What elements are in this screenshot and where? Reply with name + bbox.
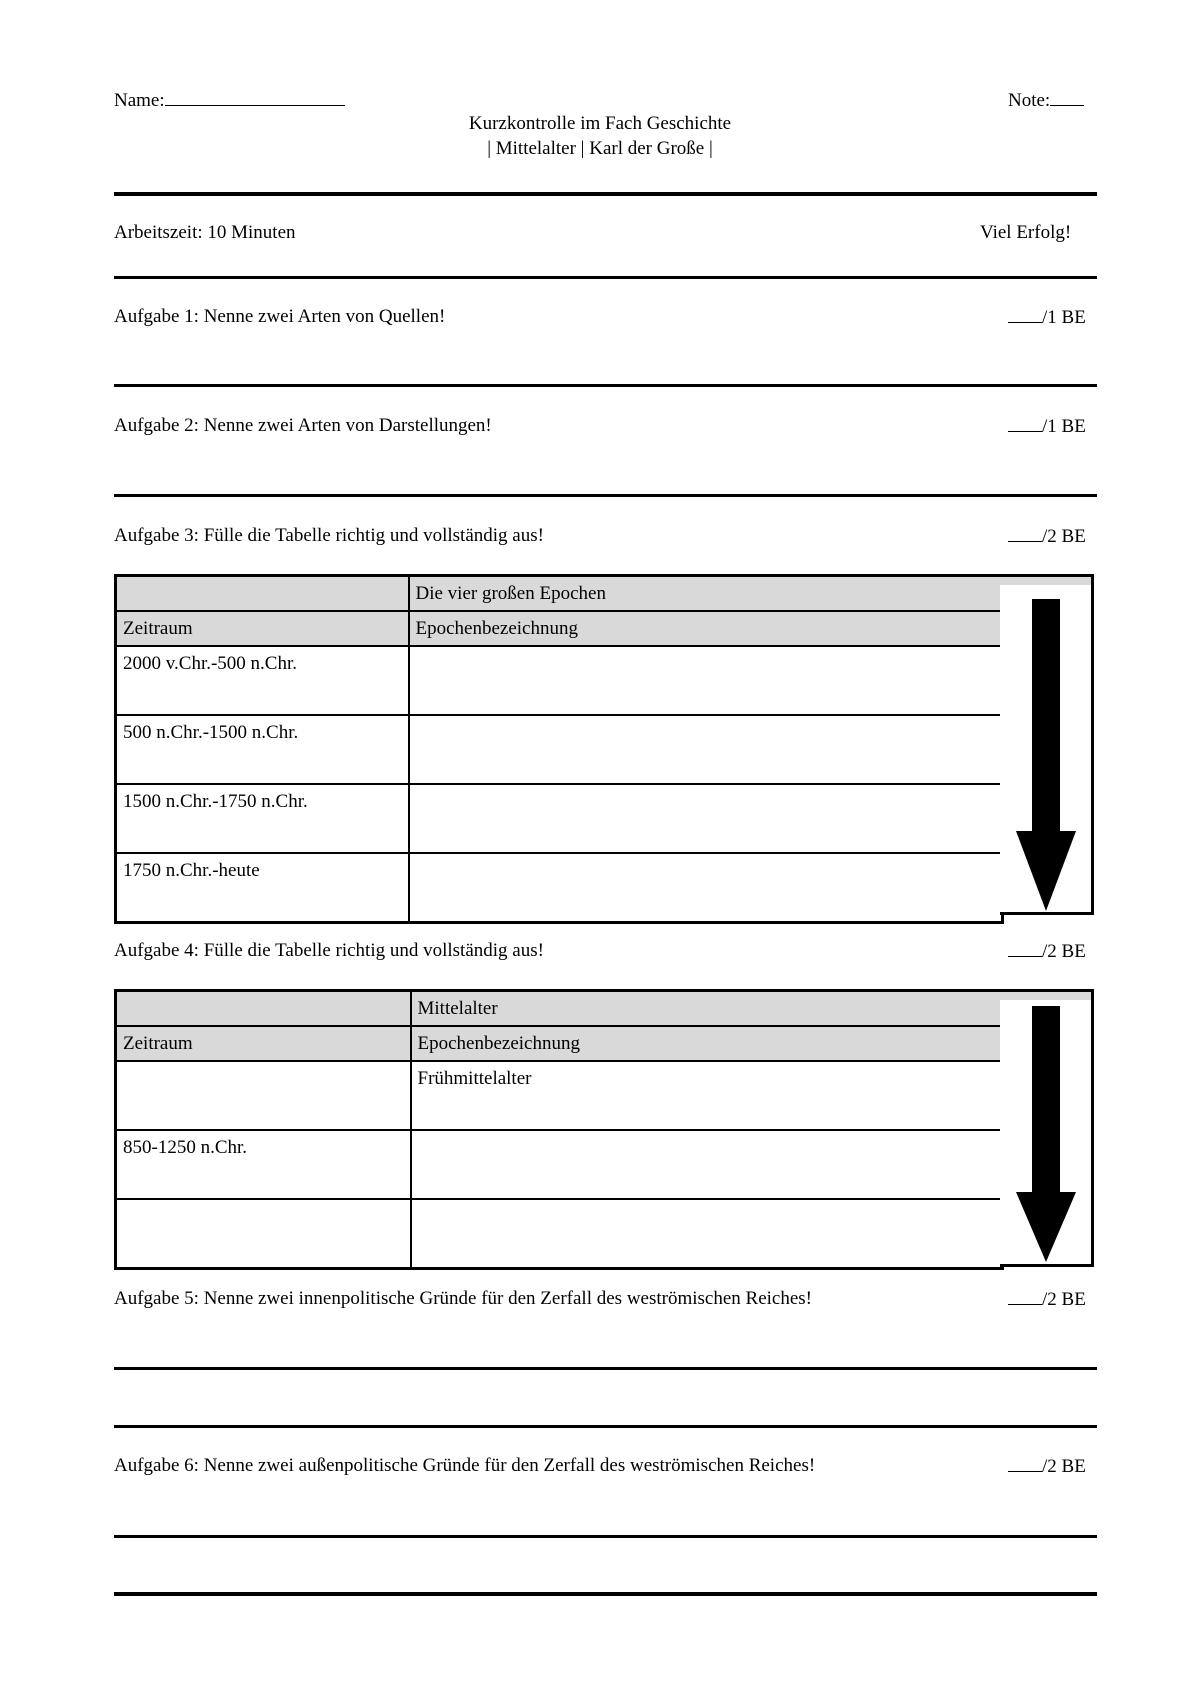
page-subtitle: | Mittelalter | Karl der Große | xyxy=(487,138,713,159)
column-header-period: Zeitraum xyxy=(116,1026,411,1061)
epoch-cell[interactable] xyxy=(409,784,1003,853)
down-arrow-icon xyxy=(1000,992,1091,1264)
table-title-row xyxy=(116,991,1003,1027)
column-header-period: Zeitraum xyxy=(116,611,409,646)
task-1-text: Aufgabe 1: Nenne zwei Arten von Quellen! xyxy=(114,306,446,327)
table-title-row xyxy=(116,576,1003,612)
table-row xyxy=(116,853,1003,923)
table-row xyxy=(116,1130,1003,1199)
table-header-row xyxy=(116,611,1003,646)
task-2-points: /1 BE xyxy=(1008,415,1086,438)
table-row xyxy=(116,715,1003,784)
task-4-points: /2 BE xyxy=(1008,940,1086,963)
epoch-cell[interactable] xyxy=(411,1199,1003,1269)
table-cell xyxy=(116,576,409,612)
epoch-cell: Frühmittelalter xyxy=(411,1061,1003,1130)
column-header-epoch: Epochenbezeichnung xyxy=(409,611,1003,646)
task-6-points: /2 BE xyxy=(1008,1455,1086,1478)
name-label: Name: xyxy=(114,87,345,112)
period-cell: 1500 n.Chr.-1750 n.Chr. xyxy=(116,784,409,853)
task-3-points: /2 BE xyxy=(1008,525,1086,548)
period-cell: 2000 v.Chr.-500 n.Chr. xyxy=(116,646,409,715)
period-cell: 1750 n.Chr.-heute xyxy=(116,853,409,923)
divider xyxy=(114,192,1097,196)
working-time: Arbeitszeit: 10 Minuten xyxy=(114,222,296,243)
task-1-points: /1 BE xyxy=(1008,306,1086,329)
table-title: Mittelalter xyxy=(411,991,1003,1027)
answer-line[interactable] xyxy=(114,1535,1097,1538)
page-title: Kurzkontrolle im Fach Geschichte xyxy=(468,113,732,134)
period-cell: 500 n.Chr.-1500 n.Chr. xyxy=(116,715,409,784)
grade-label: Note: xyxy=(1008,87,1084,112)
good-luck: Viel Erfolg! xyxy=(980,222,1072,243)
task-5-points: /2 BE xyxy=(1008,1288,1086,1311)
task-3-text: Aufgabe 3: Fülle die Tabelle richtig und vollständig aus! xyxy=(114,525,544,546)
answer-line[interactable] xyxy=(114,494,1097,497)
timeline-arrow-column xyxy=(1000,989,1094,1267)
table-title: Die vier großen Epochen xyxy=(409,576,1003,612)
answer-line[interactable] xyxy=(114,384,1097,387)
middle-ages-table xyxy=(114,989,1004,1270)
grade-blank[interactable] xyxy=(1050,87,1084,106)
period-cell[interactable] xyxy=(116,1061,411,1130)
epochs-table xyxy=(114,574,1004,924)
column-header-epoch: Epochenbezeichnung xyxy=(411,1026,1003,1061)
name-blank[interactable] xyxy=(165,87,345,106)
epoch-cell[interactable] xyxy=(409,715,1003,784)
table-row xyxy=(116,1061,1003,1130)
timeline-arrow-column xyxy=(1000,574,1094,915)
table-header-row xyxy=(116,1026,1003,1061)
down-arrow-icon xyxy=(1000,577,1091,912)
answer-line[interactable] xyxy=(114,1367,1097,1370)
task-5-text: Aufgabe 5: Nenne zwei innenpolitische Gründe für den Zerfall des weströmischen Reiches! xyxy=(114,1288,813,1309)
task-4-text: Aufgabe 4: Fülle die Tabelle richtig und vollständig aus! xyxy=(114,940,544,961)
table-row xyxy=(116,784,1003,853)
period-cell: 850-1250 n.Chr. xyxy=(116,1130,411,1199)
divider xyxy=(114,276,1097,279)
epoch-cell[interactable] xyxy=(409,853,1003,923)
answer-line[interactable] xyxy=(114,1425,1097,1428)
period-cell[interactable] xyxy=(116,1199,411,1269)
epoch-cell[interactable] xyxy=(409,646,1003,715)
task-6-text: Aufgabe 6: Nenne zwei außenpolitische Gründe für den Zerfall des weströmischen Reiches! xyxy=(114,1455,816,1476)
answer-line[interactable] xyxy=(114,1592,1097,1596)
table-row xyxy=(116,646,1003,715)
table-cell xyxy=(116,991,411,1027)
table-row xyxy=(116,1199,1003,1269)
task-2-text: Aufgabe 2: Nenne zwei Arten von Darstellungen! xyxy=(114,415,492,436)
epoch-cell[interactable] xyxy=(411,1130,1003,1199)
